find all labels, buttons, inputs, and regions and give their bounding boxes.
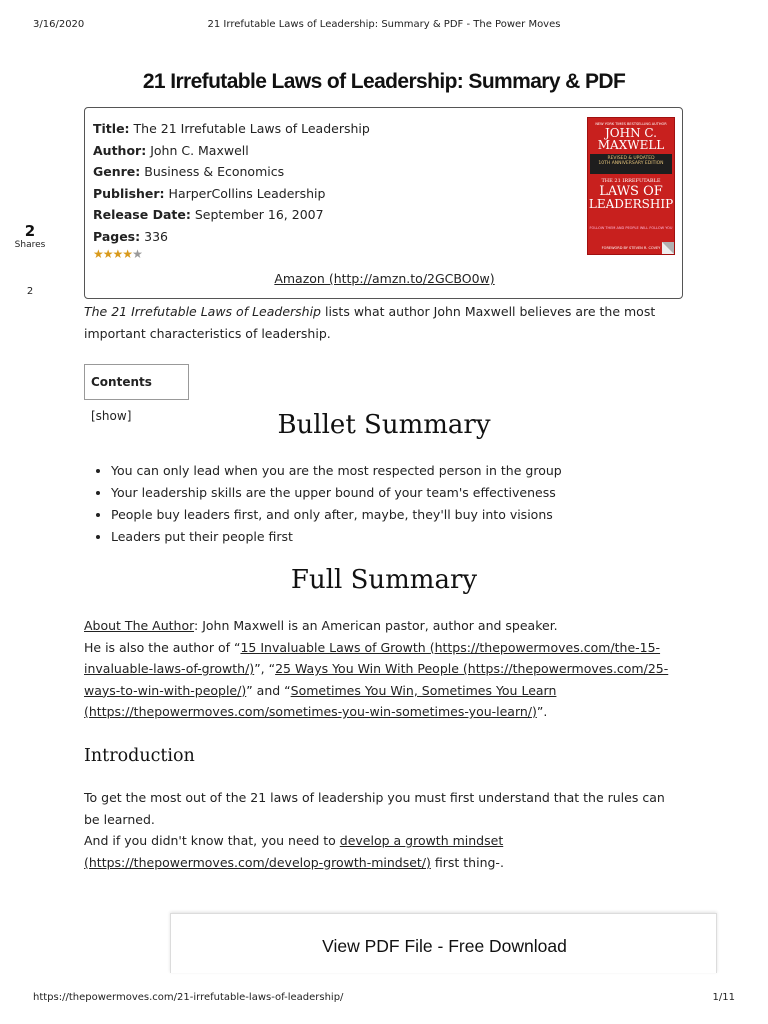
share-label: Shares (14, 240, 46, 250)
book-publisher-row (93, 183, 370, 205)
cover-band-line1: REVISED & UPDATED (607, 156, 655, 161)
book-author-value: John C. Maxwell (150, 142, 249, 158)
star-filled-icon: ★ (112, 247, 123, 261)
page-title: 21 Irrefutable Laws of Leadership: Summary & PDF (142, 70, 626, 93)
book-title-value: The 21 Irrefutable Laws of Leadership (133, 121, 370, 136)
about-author-line (84, 615, 684, 637)
cover-title-line1: THE 21 IRREFUTABLE (601, 178, 661, 184)
star-filled-icon: ★ (102, 247, 113, 261)
separator-2: ” and “ (246, 682, 291, 698)
intro-book-title: The 21 Irrefutable Laws of Leadership (84, 304, 321, 319)
page-curl-icon (662, 242, 675, 255)
list-item: • Leaders put their people first (111, 526, 671, 548)
introduction-heading: Introduction (84, 746, 195, 766)
separator-1: ”, “ (254, 661, 276, 676)
introduction-body (84, 787, 684, 873)
book-title-row (93, 118, 370, 140)
table-of-contents (84, 364, 189, 423)
cover-author-line1: JOHN C. (605, 126, 657, 140)
contents-toggle-link[interactable]: [show] (91, 409, 132, 423)
book-release-label: Release Date: (93, 207, 191, 222)
about-author-link[interactable]: About The Author (84, 618, 195, 633)
print-date: 3/16/2020 (33, 19, 85, 30)
star-filled-icon: ★ (122, 247, 133, 261)
book-details (93, 118, 370, 247)
introduction-para-2-prefix: And if you didn't know that, you need to (84, 833, 340, 848)
growth-mindset-link[interactable]: develop a growth mindset (https://thepowermoves.com/develop-growth-mindset/) (84, 833, 504, 870)
book-genre-value: Business & Economics (144, 164, 285, 179)
book-author-label: Author: (93, 142, 147, 158)
share-count[interactable]: 2 (24, 222, 36, 240)
cover-tagline: NEW YORK TIMES BESTSELLING AUTHOR (595, 122, 667, 126)
other-books-line (84, 637, 684, 723)
bullet-summary-list (92, 460, 671, 548)
intro-paragraph (84, 301, 664, 344)
link-15-laws-of-growth[interactable]: 15 Invaluable Laws of Growth (https://thepowermoves.com/the-15-invaluable-laws-of-growth/) (84, 639, 661, 676)
introduction-para-2-suffix: first thing‑. (430, 854, 504, 870)
full-summary-heading: Full Summary (290, 565, 478, 595)
book-pages-row (93, 226, 370, 248)
cover-author (588, 127, 674, 151)
cover-title-line3: LEADERSHIP (588, 197, 674, 211)
book-genre-label: Genre: (93, 164, 141, 179)
print-footer-url: https://thepowermoves.com/21-irrefutable-laws-of-leadership/ (33, 992, 344, 1003)
book-genre-row (93, 161, 370, 183)
book-release-row (93, 204, 370, 226)
intro-text: lists what author John Maxwell believes are the most important characteristics of leadership. (84, 304, 656, 341)
list-item: • You can only lead when you are the most respected person in the group (111, 460, 671, 482)
view-pdf-button[interactable]: View PDF File - Free Download (322, 936, 567, 956)
book-info-box (84, 107, 683, 299)
book-cover-image[interactable] (587, 117, 675, 255)
cover-band (590, 154, 672, 174)
book-title-label: Title: (93, 121, 130, 136)
book-author-row (93, 140, 370, 162)
book-release-value: September 16, 2007 (194, 207, 324, 222)
bullet-summary-heading: Bullet Summary (277, 410, 491, 440)
book-pages-value: 336 (144, 228, 168, 244)
list-item: • People buy leaders first, and only after, maybe, they'll buy into visions (111, 504, 671, 526)
amazon-link[interactable]: Amazon (http://amzn.to/2GCBO0w) (274, 271, 495, 286)
star-filled-icon: ★ (93, 247, 103, 261)
star-rating (93, 247, 142, 261)
other-books-prefix: He is also the author of “ (84, 639, 241, 655)
cover-author-line2: MAXWELL (597, 138, 665, 152)
book-publisher-value: HarperCollins Leadership (168, 185, 326, 201)
pdf-download-box (170, 913, 717, 973)
link-25-ways-win-with-people[interactable]: 25 Ways You Win With People (https://thepowermoves.com/25-ways-to-win-with-people/) (84, 661, 669, 698)
star-empty-icon: ★ (132, 247, 142, 261)
share-secondary-count[interactable]: 2 (26, 286, 34, 297)
about-author-text: : John Maxwell is an American pastor, author and speaker. (194, 618, 558, 633)
contents-label: Contents (91, 375, 152, 389)
cover-subtitle: FOLLOW THEM AND PEOPLE WILL FOLLOW YOU (589, 226, 673, 230)
list-item: • Your leadership skills are the upper bound of your team's effectiveness (111, 482, 671, 504)
book-publisher-label: Publisher: (93, 185, 165, 201)
introduction-para-2 (84, 830, 684, 873)
cover-title (588, 178, 674, 211)
print-header-title: 21 Irrefutable Laws of Leadership: Summary & PDF - The Power Moves (207, 19, 561, 30)
cover-title-line2: LAWS OF (599, 184, 663, 199)
print-page-number: 1/11 (712, 992, 735, 1003)
cover-band-line2: 10TH ANNIVERSARY EDITION (598, 161, 664, 166)
link-sometimes-you-win[interactable]: Sometimes You Win, Sometimes You Learn (https://thepowermoves.com/sometimes-you-win-sometimes-you-learn/) (84, 682, 557, 719)
about-author-paragraph (84, 615, 684, 723)
other-books-end: ”. (536, 704, 548, 719)
cover-foreword: FOREWORD BY STEVEN R. COVEY (601, 246, 661, 250)
book-pages-label: Pages: (93, 228, 141, 244)
cover-band-text (590, 156, 672, 166)
introduction-para-1: To get the most out of the 21 laws of leadership you must first understand that the rules can be learned. (84, 790, 665, 827)
